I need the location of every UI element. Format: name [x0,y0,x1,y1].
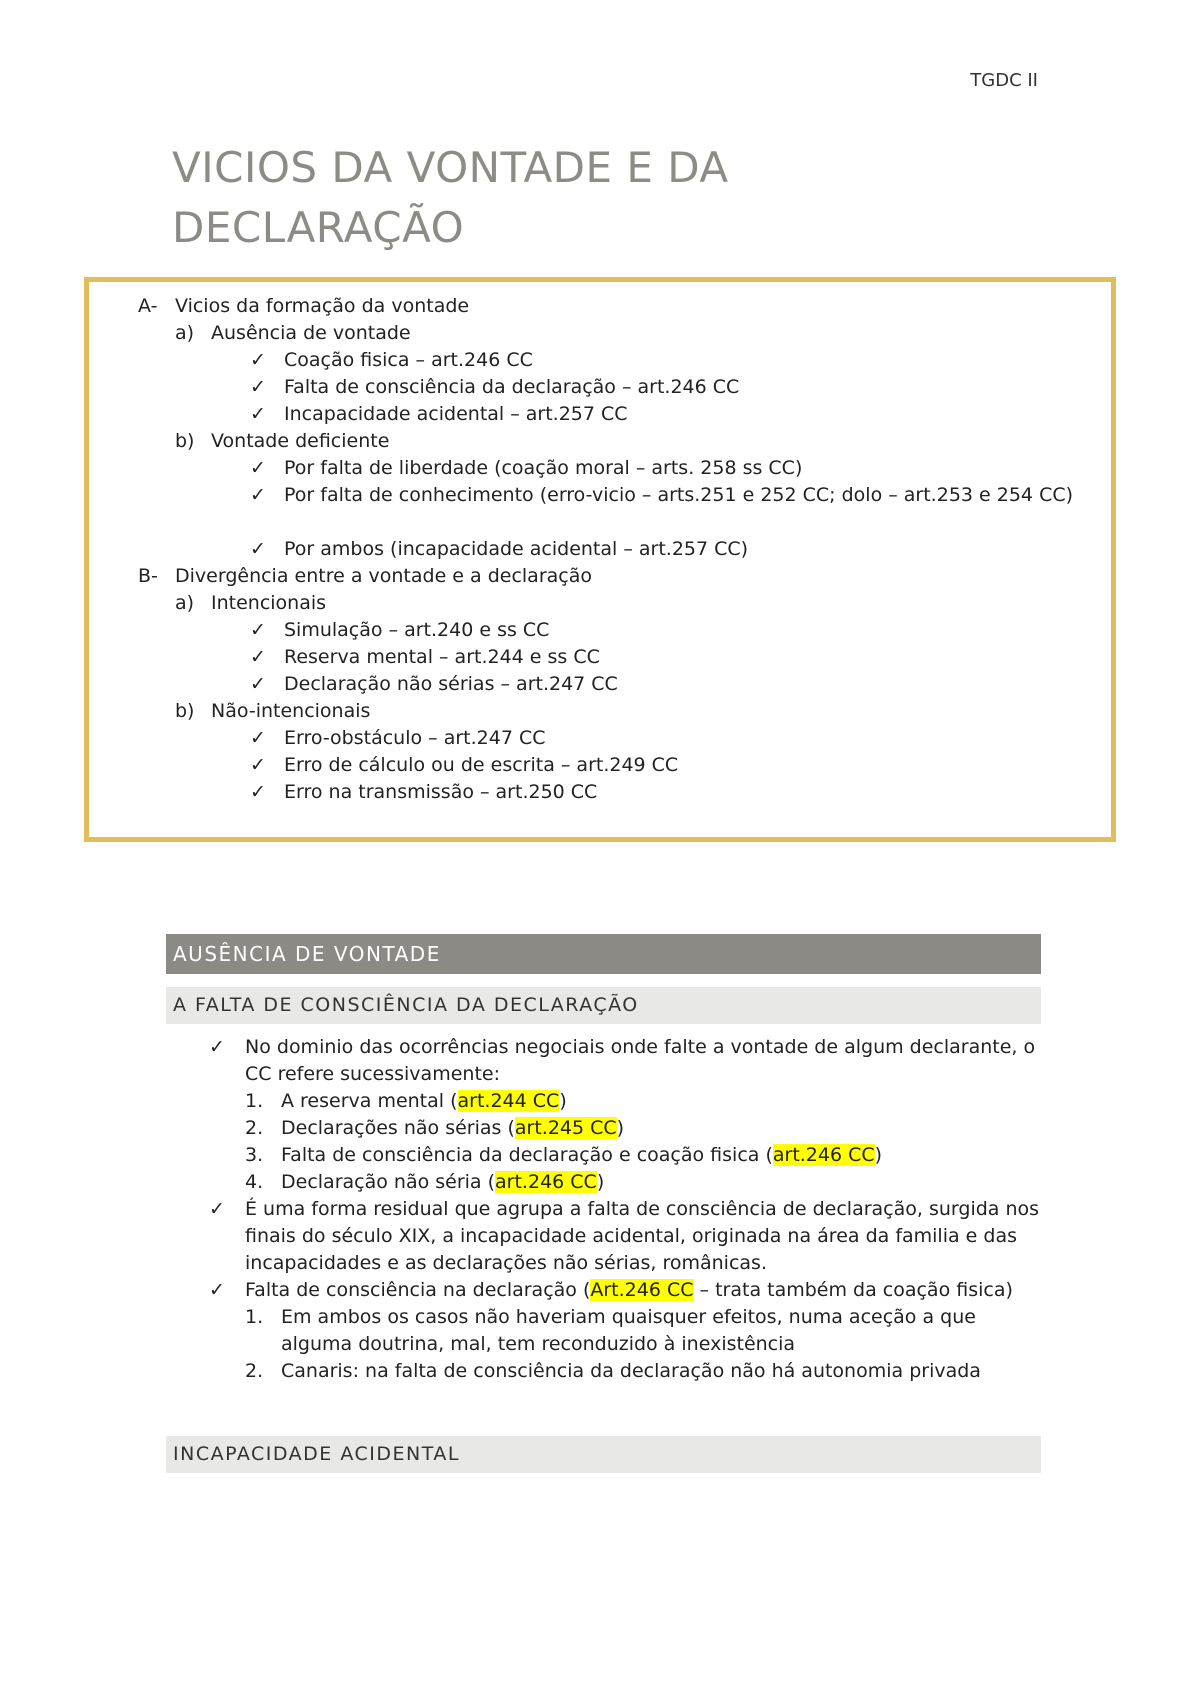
checkmark-icon: ✓ [250,349,266,371]
item-text-part: A reserva mental ( [281,1090,458,1112]
checkmark-icon: ✓ [250,727,266,749]
outline-item-b [0,563,1200,590]
item-number: 4. [245,1171,264,1193]
checkmark-icon: ✓ [250,754,266,776]
checkmark-icon: ✓ [250,781,266,803]
numbered-item [0,1088,1200,1115]
outline-label: Ausência de vontade [211,322,411,344]
outline-check-item [0,401,1200,428]
paragraph-text [245,1277,1045,1304]
item-number: 1. [245,1090,264,1112]
checkmark-icon: ✓ [250,457,266,479]
paragraph-text: É uma forma residual que agrupa a falta de consciência de declaração, surgida nos finais do século XIX, a incapacidade acidental, originada na área da familia e das incapacidades e as declarações não sérias, românicas. [245,1198,1040,1274]
outline-label: Erro na transmissão – art.250 CC [284,781,598,803]
checkmark-icon: ✓ [250,619,266,641]
checkmark-icon: ✓ [250,376,266,398]
outline-label: Divergência entre a vontade e a declaração [175,565,592,587]
outline-label: Por ambos (incapacidade acidental – art.257 CC) [284,538,749,560]
item-text-part: Falta de consciência da declaração e coação fisica ( [281,1144,773,1166]
article-reference: art.245 CC [514,1117,617,1139]
checkmark-icon: ✓ [250,646,266,668]
numbered-item [0,1115,1200,1142]
outline-label: Vicios da formação da vontade [175,295,470,317]
item-number: 2. [245,1117,264,1139]
outline-subitem [0,590,1200,617]
outline-subitem [0,698,1200,725]
article-reference: art.244 CC [457,1090,560,1112]
item-number: 3. [245,1144,264,1166]
outline-label: Erro de cálculo ou de escrita – art.249 CC [284,754,679,776]
bullet-paragraph [0,1034,1200,1088]
item-number: 2. [245,1360,264,1382]
checkmark-icon: ✓ [250,673,266,695]
paragraph-text-end: – trata também da coação fisica) [693,1279,1013,1301]
paragraph-text: No dominio das ocorrências negociais onde falte a vontade de algum declarante, o CC refere sucessivamente: [245,1036,1036,1085]
checkmark-icon: ✓ [209,1198,225,1220]
article-reference: art.246 CC [495,1171,597,1193]
item-text-part: Declaração não séria ( [281,1171,496,1193]
bullet-paragraph [0,1196,1200,1277]
outline-marker: A- [138,295,158,317]
item-text [281,1115,1041,1142]
section-body [0,1034,1200,1385]
outline-label: Simulação – art.240 e ss CC [284,619,550,641]
checkmark-icon: ✓ [250,484,266,506]
subsection-heading-falta: A FALTA DE CONSCIÊNCIA DA DECLARAÇÃO [166,987,1041,1024]
item-text: Canaris: na falta de consciência da declaração não há autonomia privada [281,1360,981,1382]
outline-check-item [0,725,1200,752]
article-reference: Art.246 CC [590,1279,694,1301]
numbered-item [0,1358,1200,1385]
item-text [281,1142,1041,1169]
page-title: VICIOS DA VONTADE E DA DECLARAÇÃO [172,143,729,252]
paragraph-text-part: Falta de consciência na declaração ( [245,1279,591,1301]
item-number: 1. [245,1306,264,1328]
item-text-part: Declarações não sérias ( [281,1117,515,1139]
item-text-end: ) [616,1117,625,1139]
outline-marker: B- [138,565,158,587]
outline-check-item [0,374,1200,401]
item-text-end: ) [874,1144,883,1166]
outline-label: Por falta de liberdade (coação moral – arts. 258 ss CC) [284,457,803,479]
bullet-paragraph [0,1277,1200,1304]
outline-check-item [0,644,1200,671]
numbered-item [0,1304,1200,1358]
item-text [281,1088,1041,1115]
outline-check-item [0,617,1200,644]
item-text-end: ) [596,1171,605,1193]
item-text-end: ) [559,1090,567,1112]
outline-check-item [0,347,1200,374]
outline-label: Erro-obstáculo – art.247 CC [284,727,546,749]
checkmark-icon: ✓ [209,1036,225,1058]
item-text [281,1169,1041,1196]
outline-check-item [0,455,1200,482]
outline-subitem [0,320,1200,347]
outline-list [0,293,1200,806]
outline-check-item [0,752,1200,779]
outline-marker: a) [175,322,195,344]
outline-subitem [0,428,1200,455]
outline-label: Incapacidade acidental – art.257 CC [284,403,628,425]
outline-marker: b) [175,430,195,452]
outline-label: Falta de consciência da declaração – art.246 CC [284,376,740,398]
numbered-item [0,1169,1200,1196]
outline-item-a [0,293,1200,320]
outline-label: Por falta de conhecimento (erro-vicio – arts.251 e 252 CC; dolo – art.253 e 254 CC) [284,484,1074,506]
outline-marker: a) [175,592,195,614]
subsection-heading-incapacidade: INCAPACIDADE ACIDENTAL [166,1436,1041,1473]
outline-label: Intencionais [211,592,327,614]
checkmark-icon: ✓ [209,1279,225,1301]
checkmark-icon: ✓ [250,538,266,560]
document-header-code: TGDC II [970,70,1038,91]
outline-check-item [0,482,1200,536]
numbered-item [0,1142,1200,1169]
section-heading-ausencia: AUSÊNCIA DE VONTADE [166,934,1041,974]
outline-check-item [0,536,1200,563]
outline-label: Vontade deficiente [211,430,390,452]
outline-label: Coação fisica – art.246 CC [284,349,533,371]
outline-check-item [0,779,1200,806]
article-reference: art.246 CC [772,1144,875,1166]
outline-label: Reserva mental – art.244 e ss CC [284,646,600,668]
item-text: Em ambos os casos não haveriam quaisquer efeitos, numa aceção a que alguma doutrina, mal, tem reconduzido à inexistência [281,1306,976,1355]
checkmark-icon: ✓ [250,403,266,425]
outline-label: Declaração não sérias – art.247 CC [284,673,618,695]
outline-marker: b) [175,700,195,722]
outline-label: Não-intencionais [211,700,371,722]
outline-check-item [0,671,1200,698]
